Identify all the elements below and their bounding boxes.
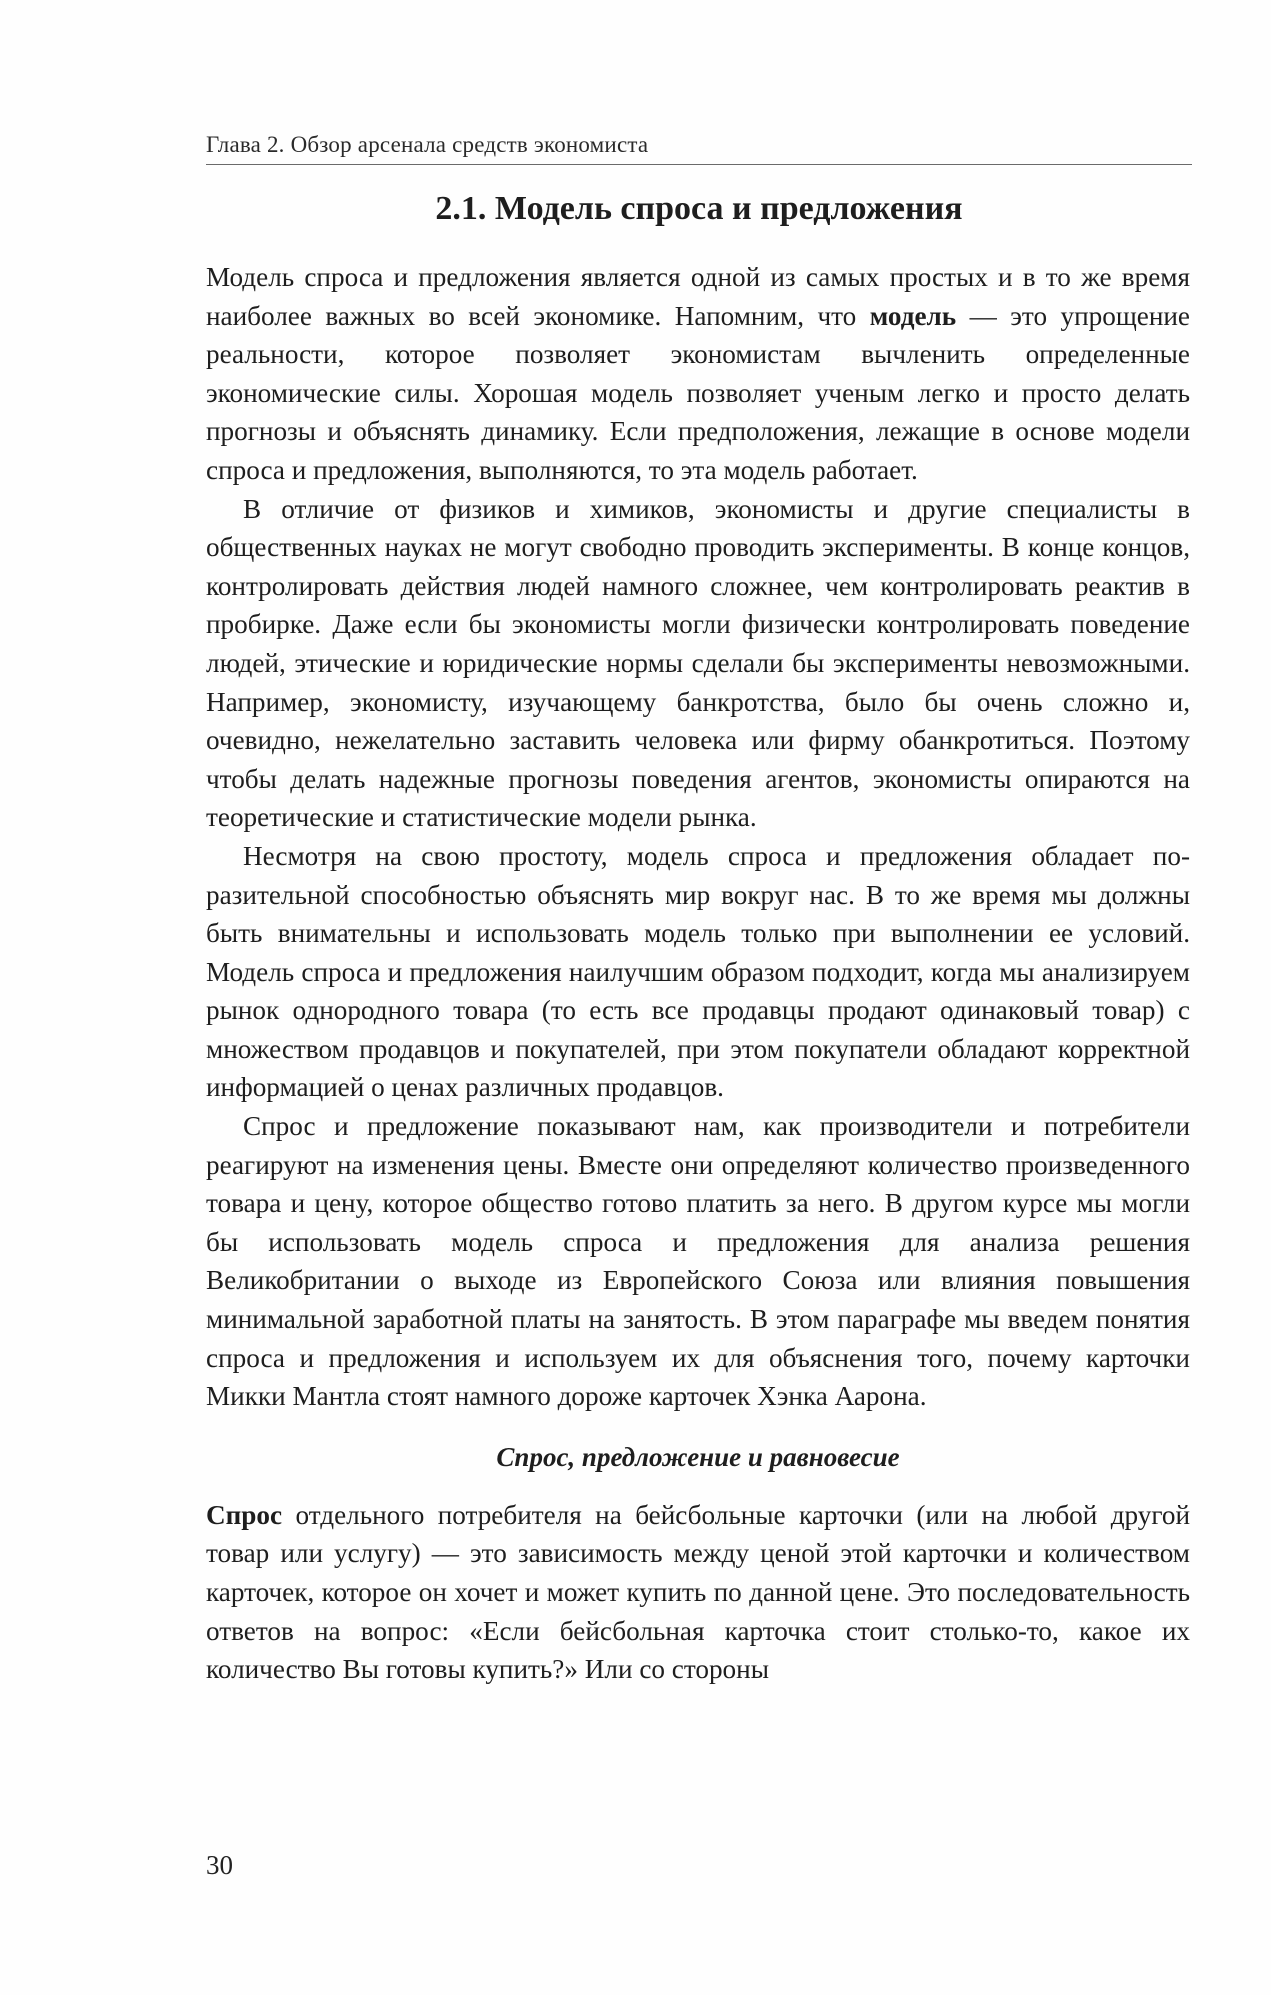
paragraph-1: [206, 258, 1190, 490]
term-demand: Спрос: [206, 1499, 283, 1530]
paragraph-3: Несмотря на свою простоту, модель спроса и предложения обладает поразительной способностью объяснять мир вокруг нас. В то же время мы должны быть внимательны и использовать модель только при выполнении ее условий. Модель спроса и предложения наилучшим образом подходит, когда мы анализируем рынок однородного товара (то есть все продавцы продают одинаковый товар) с множеством продавцов и покупателей, при этом покупатели обладают корректной информацией о ценах различных продавцов.: [206, 840, 1190, 1103]
paragraph-5: [206, 1496, 1190, 1689]
header-rule: [206, 164, 1192, 165]
term-model: модель: [869, 300, 957, 331]
paragraph-2: В отличие от физиков и химиков, экономисты и другие специалисты в общественных науках не могут свободно проводить эксперименты. В конце концов, контролировать действия людей намного сложнее, чем контролировать реактив в пробирке. Даже если бы экономисты могли физически контролировать поведение людей, этические и юридические нормы сделали бы эксперименты невозможными. Например, экономисту, изучающему банкротства, было бы очень сложно и, очевидно, нежелательно заставить человека или фирму обанкротиться. Поэтому чтобы делать надежные прогнозы поведения агентов, экономисты опираются на теоретические и статистические модели рынка.: [206, 493, 1190, 833]
section-title: 2.1. Модель спроса и предложения: [435, 190, 963, 227]
paragraph-1-text-b: — это упрощение реальности, которое позволяет экономистам вычленить определенные экономические силы. Хорошая модель позволяет ученым легко и просто делать прогнозы и объяснять динамику. Если предположения, лежащие в основе модели спроса и предложения, выполняются, то эта модель работает.: [206, 300, 1190, 485]
body-text: [206, 258, 1190, 1689]
running-head: Глава 2. Обзор арсенала средств экономиста: [206, 132, 649, 157]
subheading: Спрос, предложение и равновесие: [496, 1441, 900, 1472]
paragraph-1-text-a: Модель спроса и предложения является одной из самых простых и в то же время наиболее важных во всей экономике. Напомним, что: [206, 262, 1190, 331]
page-number: 30: [206, 1850, 233, 1880]
paragraph-5-text: отдельного потребителя на бейсбольные карточки (или на любой другой товар или услугу) — это зависимость между ценой этой карточки и количеством карточек, которое он хочет и может купить по данной цене. Это последовательность ответов на вопрос: «Если бейсбольная карточка стоит столько-то, какое их количество Вы готовы купить?» Или со стороны: [206, 1499, 1190, 1685]
paragraph-4: Спрос и предложение показывают нам, как производители и потребители реагируют на изменения цены. Вместе они определяют количество произведенного товара и цену, которое общество готово платить за него. В другом курсе мы могли бы использовать модель спроса и предложения для анализа решения Великобритании о выходе из Европейского Союза или влияния повышения минимальной заработной платы на занятость. В этом параграфе мы введем понятия спроса и предложения и используем их для объяснения того, почему карточки Микки Мантла стоят намного дороже карточек Хэнка Аарона.: [206, 1111, 1190, 1412]
